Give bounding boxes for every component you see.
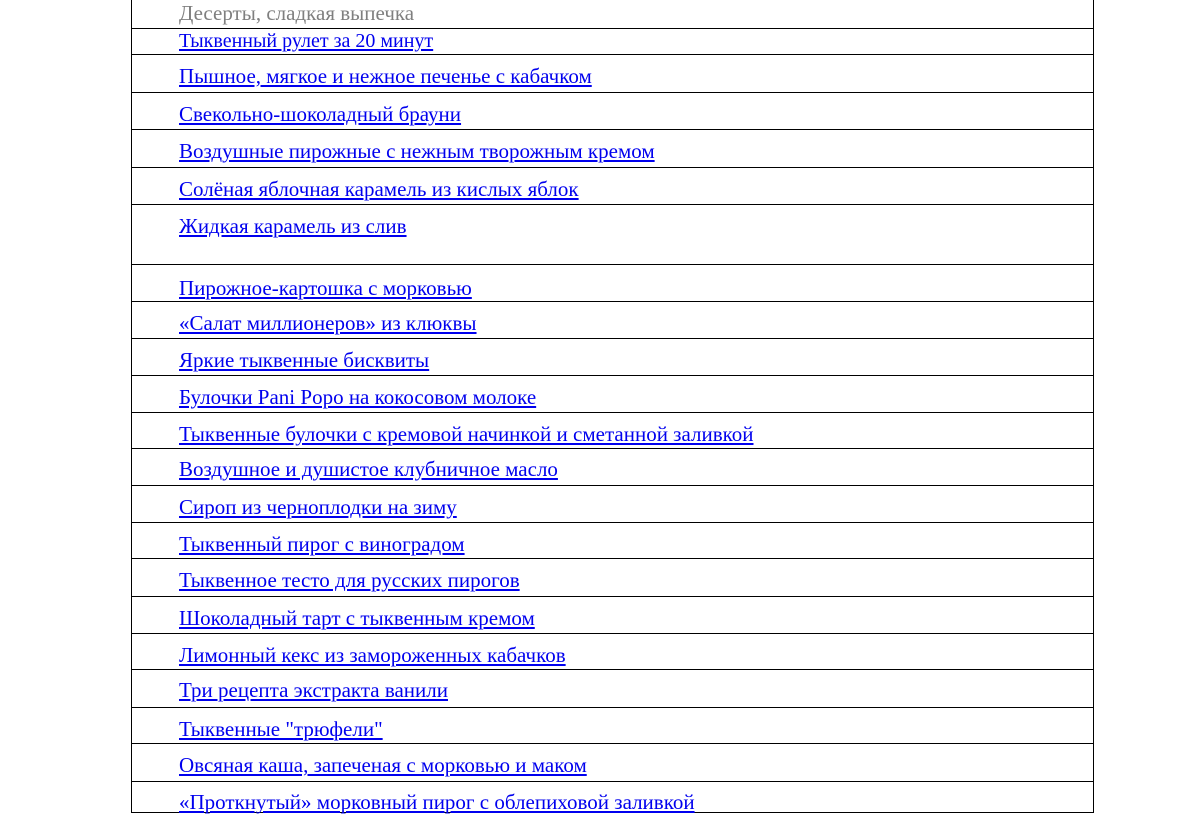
recipe-link[interactable]: Солёная яблочная карамель из кислых яблок [179, 177, 579, 201]
table-row [132, 413, 1093, 449]
table-row [132, 93, 1093, 130]
section-header-row [132, 0, 1093, 29]
table-row [132, 559, 1093, 597]
recipe-link[interactable]: Воздушное и душистое клубничное масло [179, 457, 558, 481]
recipe-link[interactable]: Шоколадный тарт с тыквенным кремом [179, 606, 535, 630]
table-row [132, 302, 1093, 339]
table-row [132, 523, 1093, 559]
recipe-link[interactable]: Тыквенный пирог с виноградом [179, 532, 465, 556]
recipe-link[interactable]: Жидкая карамель из слив [179, 214, 407, 238]
section-title: Десерты, сладкая выпечка [179, 1, 415, 25]
table-row [132, 339, 1093, 376]
table-row [132, 168, 1093, 205]
recipe-link[interactable]: Лимонный кекс из замороженных кабачков [179, 643, 566, 667]
recipe-table [131, 0, 1094, 813]
recipe-link[interactable]: Тыквенные булочки с кремовой начинкой и сметанной заливкой [179, 422, 754, 446]
recipe-link[interactable]: «Проткнутый» морковный пирог с облепиховой заливкой [179, 790, 695, 814]
recipe-link[interactable]: Булочки Pani Popo на кокосовом молоке [179, 385, 537, 409]
table-row [132, 29, 1093, 55]
table-row [132, 634, 1093, 670]
recipe-link[interactable]: Пышное, мягкое и нежное печенье с кабачком [179, 64, 592, 88]
recipe-link[interactable]: Три рецепта экстракта ванили [179, 678, 448, 702]
recipe-link[interactable]: Сироп из черноплодки на зиму [179, 495, 457, 519]
recipe-link[interactable]: Тыквенное тесто для русских пирогов [179, 568, 520, 592]
recipe-link[interactable]: Пирожное-картошка с морковью [179, 276, 472, 300]
table-row [132, 55, 1093, 93]
recipe-link[interactable]: Воздушные пирожные с нежным творожным кремом [179, 139, 655, 163]
table-row [132, 130, 1093, 168]
recipe-link[interactable]: «Салат миллионеров» из клюквы [179, 311, 477, 335]
table-row [132, 670, 1093, 708]
table-row [132, 376, 1093, 413]
table-row [132, 744, 1093, 782]
recipe-link[interactable]: Свекольно-шоколадный брауни [179, 102, 462, 126]
table-row [132, 782, 1093, 813]
table-row [132, 486, 1093, 523]
table-row [132, 597, 1093, 634]
table-row [132, 449, 1093, 486]
recipe-link[interactable]: Тыквенный рулет за 20 минут [179, 30, 434, 52]
recipe-link[interactable]: Яркие тыквенные бисквиты [179, 348, 430, 372]
table-row [132, 205, 1093, 265]
table-row [132, 265, 1093, 302]
recipe-link[interactable]: Тыквенные "трюфели" [179, 717, 383, 741]
recipe-link[interactable]: Овсяная каша, запеченая с морковью и маком [179, 753, 587, 777]
table-row [132, 708, 1093, 744]
